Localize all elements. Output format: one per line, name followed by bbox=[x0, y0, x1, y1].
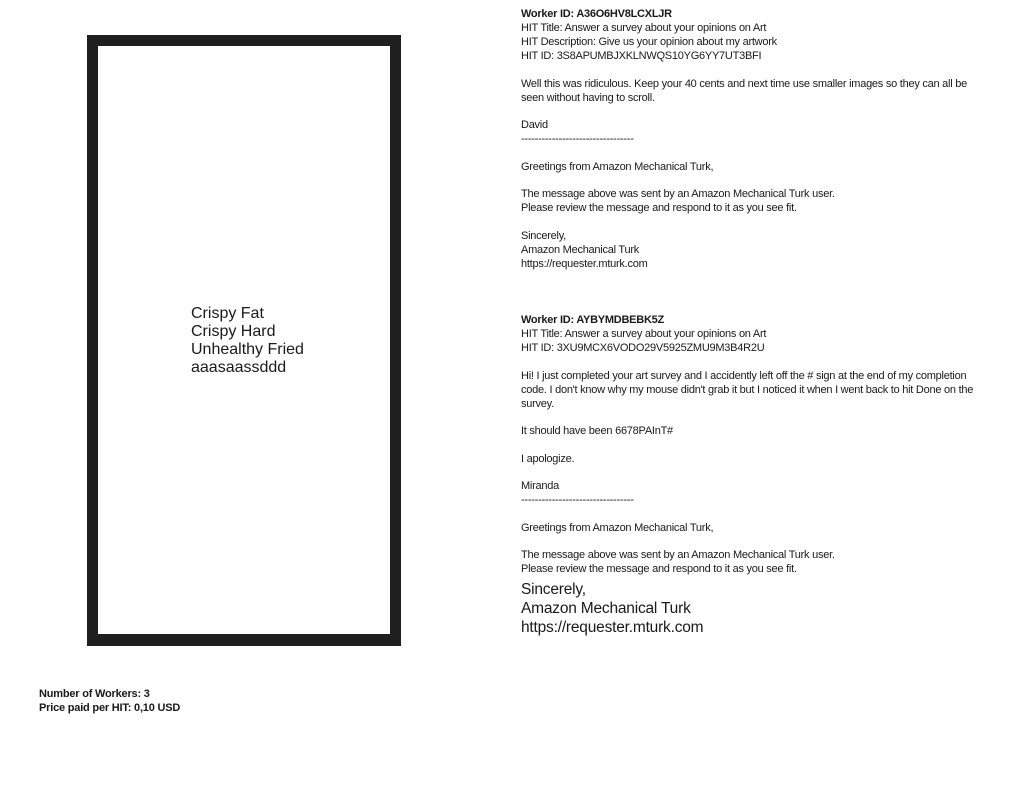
company-name: Amazon Mechanical Turk bbox=[521, 243, 639, 256]
message-1 bbox=[521, 7, 991, 271]
artwork-line: Crispy Hard bbox=[191, 323, 276, 340]
message-2 bbox=[521, 313, 991, 637]
worker-id: Worker ID: A36O6HV8LCXLJR bbox=[521, 8, 672, 20]
company-name: Amazon Mechanical Turk bbox=[521, 600, 691, 617]
message-body: Well this was ridiculous. Keep your 40 cents and next time use smaller images so they can all be seen without having to scroll. bbox=[521, 77, 967, 104]
requester-url: https://requester.mturk.com bbox=[521, 619, 704, 636]
number-of-workers: Number of Workers: 3 bbox=[39, 688, 150, 700]
notice-line-2: Please review the message and respond to it as you see fit. bbox=[521, 563, 797, 575]
artwork-line: Crispy Fat bbox=[191, 305, 264, 322]
completion-code-line: It should have been 6678PAInT# bbox=[521, 425, 673, 437]
signature-block bbox=[521, 580, 991, 637]
notice-line-1: The message above was sent by an Amazon Mechanical Turk user. bbox=[521, 188, 835, 200]
hit-title: HIT Title: Answer a survey about your opinions on Art bbox=[521, 22, 767, 34]
price-per-hit: Price paid per HIT: 0,10 USD bbox=[39, 702, 181, 714]
divider: --------------------------------- bbox=[521, 494, 634, 506]
message-signoff: Miranda bbox=[521, 480, 559, 492]
artwork-line: aaasaassddd bbox=[191, 359, 287, 376]
greeting: Greetings from Amazon Mechanical Turk, bbox=[521, 521, 714, 534]
hit-description: HIT Description: Give us your opinion about my artwork bbox=[521, 36, 777, 48]
greeting: Greetings from Amazon Mechanical Turk, bbox=[521, 160, 714, 173]
artwork-frame bbox=[87, 35, 401, 646]
hit-stats bbox=[39, 687, 180, 715]
messages-column bbox=[521, 7, 991, 637]
requester-url: https://requester.mturk.com bbox=[521, 257, 648, 270]
notice-line-2: Please review the message and respond to it as you see fit. bbox=[521, 202, 797, 214]
artwork-text bbox=[191, 305, 304, 377]
hit-id: HIT ID: 3XU9MCX6VODO29V5925ZMU9M3B4R2U bbox=[521, 342, 765, 354]
hit-title: HIT Title: Answer a survey about your opinions on Art bbox=[521, 328, 767, 340]
message-body: Hi! I just completed your art survey and I accidently left off the # sign at the end of my completion code. I don't know why my mouse didn't grab it but I noticed it when I went back to hit Done on the survey. bbox=[521, 369, 974, 410]
divider: --------------------------------- bbox=[521, 133, 634, 145]
hit-id: HIT ID: 3S8APUMBJXKLNWQS10YG6YY7UT3BFI bbox=[521, 50, 762, 62]
sincerely: Sincerely, bbox=[521, 581, 586, 598]
apology-line: I apologize. bbox=[521, 452, 575, 465]
artwork-line: Unhealthy Fried bbox=[191, 341, 304, 358]
sincerely: Sincerely, bbox=[521, 229, 566, 242]
message-signoff: David bbox=[521, 119, 548, 131]
notice-line-1: The message above was sent by an Amazon Mechanical Turk user. bbox=[521, 549, 835, 561]
worker-id: Worker ID: AYBYMDBEBK5Z bbox=[521, 314, 664, 326]
